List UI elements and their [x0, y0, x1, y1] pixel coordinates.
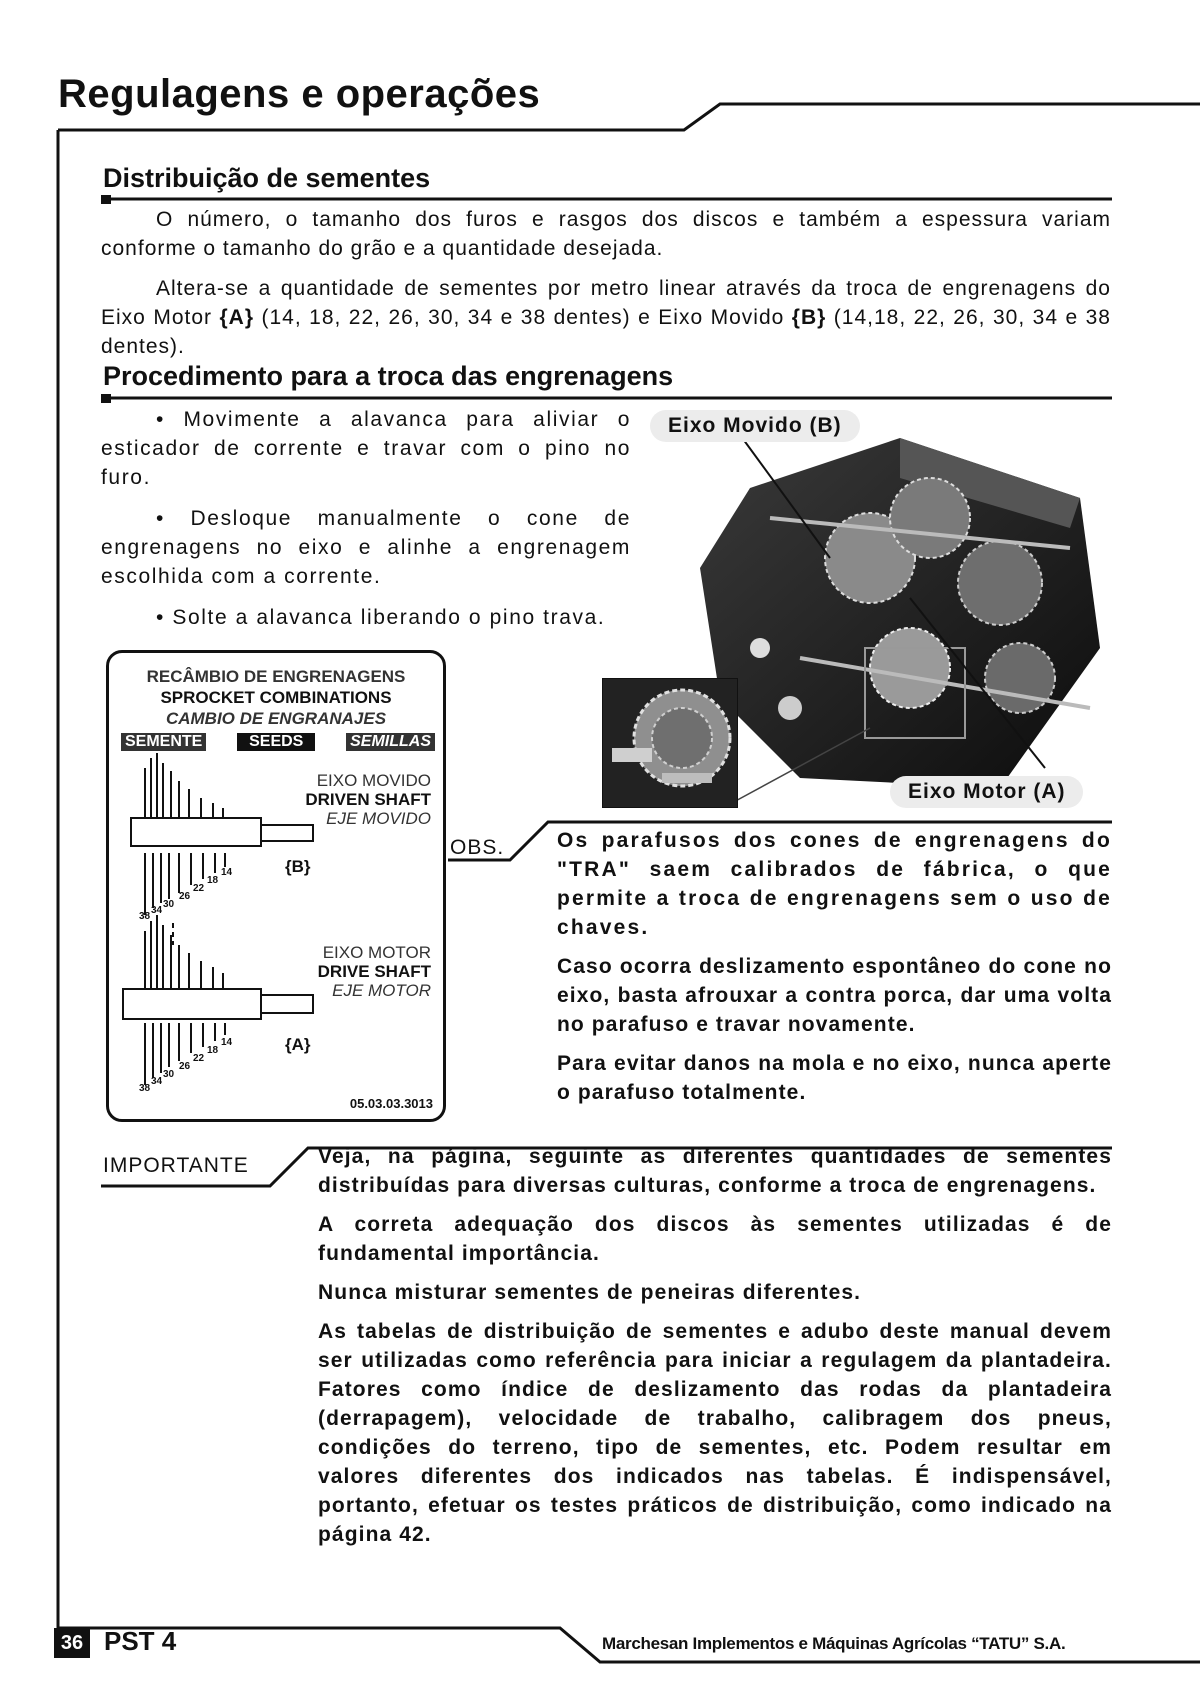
teeth-drive-38: 38	[139, 1083, 151, 1094]
teeth-driven-34: 34	[151, 905, 163, 916]
diagram-title-en: SPROCKET COMBINATIONS	[160, 688, 392, 707]
para2-text-b: (14, 18, 22, 26, 30, 34 e 38 dentes) e Eixo Movido	[254, 306, 792, 329]
seed-label-es: SEMILLAS	[346, 733, 435, 751]
teeth-drive-18: 18	[207, 1045, 219, 1056]
seed-label-en: SEEDS	[237, 733, 315, 751]
section-title-procedure: Procedimento para a troca das engrenagens	[103, 361, 674, 391]
driven-label-en: DRIVEN SHAFT	[305, 790, 431, 809]
obs-paragraph-1: Os parafusos dos cones de engrenagens do "TRA" saem calibrados de fábrica, o que permite a troca de engrenagens sem o uso de chaves.	[557, 829, 1112, 939]
gear-detail-inset	[602, 678, 738, 808]
teeth-driven-38: 38	[139, 911, 151, 922]
diagram-title-pt: RECÂMBIO DE ENGRENAGENS	[146, 667, 406, 686]
teeth-driven-22: 22	[193, 883, 205, 894]
procedure-steps	[101, 405, 631, 632]
importante-paragraph-2: A correta adequação dos discos às sementes utilizadas é de fundamental importância.	[318, 1213, 1112, 1265]
teeth-drive-34: 34	[151, 1076, 163, 1087]
teeth-driven-18: 18	[207, 875, 219, 886]
para2-text-a: Altera-se a quantidade de sementes por metro linear através da troca de engrenagens do Eixo Motor	[101, 277, 1111, 329]
procedure-step-1: • Movimente a alavanca para aliviar o esticador de corrente e travar com o pino no furo.	[101, 408, 631, 489]
para2-text-c: (14,18, 22, 26, 30, 34 e 38 dentes).	[101, 306, 1111, 358]
driven-label-pt: EIXO MOVIDO	[316, 771, 431, 790]
importante-paragraph-1: Veja, na página, seguinte as diferentes quantidades de sementes distribuídas para diversas culturas, conforme a troca de engrenagens.	[318, 1145, 1112, 1197]
drive-label-pt: EIXO MOTOR	[322, 943, 431, 962]
procedure-step-3: • Solte a alavanca liberando o pino trava.	[156, 606, 606, 629]
obs-text	[557, 826, 1112, 1107]
drive-label-es: EJE MOTOR	[332, 981, 431, 1000]
driven-code: {B}	[285, 857, 311, 876]
teeth-drive-30: 30	[163, 1069, 175, 1080]
teeth-driven-26: 26	[179, 891, 191, 902]
label-driven-shaft-b: Eixo Movido (B)	[650, 410, 860, 442]
drive-code: {A}	[285, 1035, 311, 1054]
teeth-drive-22: 22	[193, 1053, 205, 1064]
footer-company: Marchesan Implementos e Máquinas Agrícolas “TATU” S.A.	[602, 1634, 1066, 1653]
teeth-drive-26: 26	[179, 1061, 191, 1072]
section-title-distribution: Distribuição de sementes	[103, 163, 431, 193]
sprocket-diagram	[106, 650, 446, 1122]
teeth-drive-14: 14	[221, 1037, 233, 1048]
distribution-text	[101, 205, 1111, 361]
importante-paragraph-3: Nunca misturar sementes de peneiras diferentes.	[318, 1281, 862, 1304]
teeth-driven-30: 30	[163, 899, 175, 910]
driven-label-es: EJE MOVIDO	[326, 809, 431, 828]
obs-label: OBS.	[450, 836, 505, 859]
page-number: 36	[54, 1628, 90, 1658]
importante-label: IMPORTANTE	[103, 1154, 249, 1177]
teeth-driven-14: 14	[221, 867, 233, 878]
distribution-paragraph-1: O número, o tamanho dos furos e rasgos dos discos e também a espessura variam conforme o tamanho do grão e a quantidade desejada.	[101, 208, 1111, 260]
obs-paragraph-2: Caso ocorra deslizamento espontâneo do cone no eixo, basta afrouxar a contra porca, dar uma volta no parafuso e travar novamente.	[557, 955, 1112, 1036]
diagram-title-es: CAMBIO DE ENGRANAJES	[165, 709, 387, 728]
distribution-paragraph-2	[101, 274, 1111, 361]
seed-label-pt: SEMENTE	[121, 733, 206, 751]
para2-code-a: {A}	[219, 306, 254, 329]
procedure-step-2: • Desloque manualmente o cone de engrenagens no eixo e alinhe a engrenagem escolhida com a corrente.	[101, 507, 631, 588]
drive-label-en: DRIVE SHAFT	[317, 962, 431, 981]
diagram-code: 05.03.03.3013	[349, 1096, 433, 1111]
label-drive-shaft-a: Eixo Motor (A)	[890, 776, 1083, 808]
importante-paragraph-4: As tabelas de distribuição de sementes e adubo deste manual devem ser utilizadas como referência para iniciar a regulagem da plantadeira. Fatores como índice de deslizamento das rodas da plantadeira (derrapagem), velocidade de trabalho, calibragem dos pneus, condições do terreno, tipo de sementes, etc. Podem resultar em valores diferentes dos indicados nas tabelas. É indispensável, portanto, efetuar os testes práticos de distribuição, como indicado na página 42.	[318, 1320, 1112, 1546]
gear-cones-drawing	[109, 653, 443, 1119]
obs-paragraph-3: Para evitar danos na mola e no eixo, nunca aperte o parafuso totalmente.	[557, 1052, 1112, 1104]
footer-model: PST 4	[104, 1626, 177, 1656]
importante-text	[318, 1142, 1112, 1549]
page-title: Regulagens e operações	[58, 72, 541, 116]
para2-code-b: {B}	[791, 306, 827, 329]
